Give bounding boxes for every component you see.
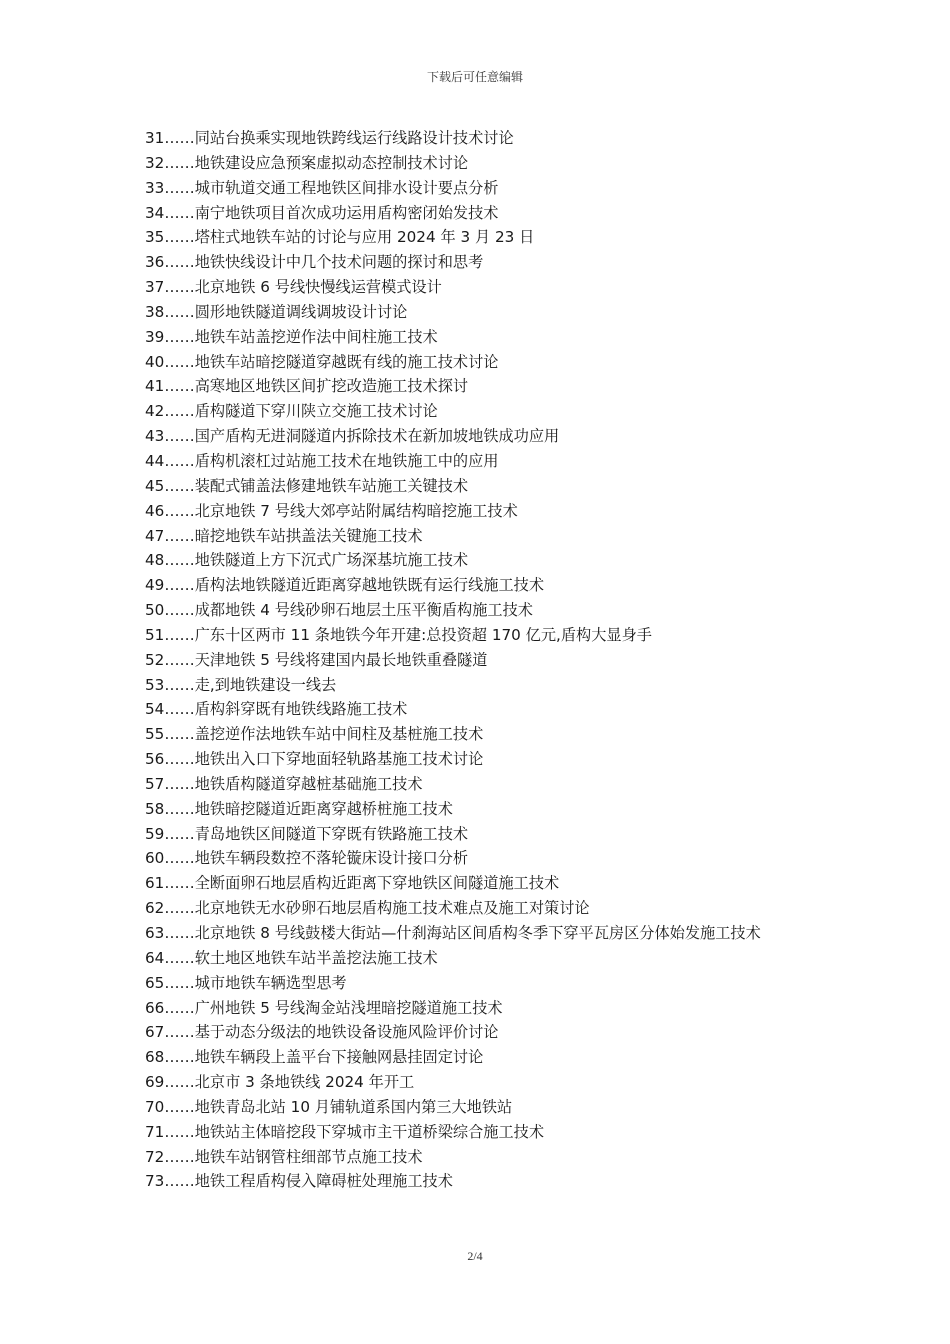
toc-item: 51……广东十区两市 11 条地铁今年开建:总投资超 170 亿元,盾构大显身手 (145, 625, 652, 644)
toc-item: 68……地铁车辆段上盖平台下接触网悬挂固定讨论 (145, 1048, 484, 1067)
toc-item: 53……走,到地铁建设一线去 (145, 675, 337, 694)
toc-item: 34……南宁地铁项目首次成功运用盾构密闭始发技术 (145, 203, 499, 222)
toc-item: 60……地铁车辆段数控不落轮镟床设计接口分析 (145, 849, 469, 868)
toc-item: 44……盾构机滚杠过站施工技术在地铁施工中的应用 (145, 451, 499, 470)
toc-item: 67……基于动态分级法的地铁设备设施风险评价讨论 (145, 1023, 499, 1042)
toc-item: 52……天津地铁 5 号线将建国内最长地铁重叠隧道 (145, 650, 488, 669)
toc-item: 69……北京市 3 条地铁线 2024 年开工 (145, 1073, 415, 1092)
toc-item: 35……塔柱式地铁车站的讨论与应用 2024 年 3 月 23 日 (145, 228, 535, 247)
page-header: 下载后可任意编辑 (426, 70, 523, 84)
toc-item: 32……地铁建设应急预案虚拟动态控制技术讨论 (145, 153, 469, 172)
toc-item: 61……全断面卵石地层盾构近距离下穿地铁区间隧道施工技术 (145, 874, 560, 893)
toc-item: 43……国产盾构无进洞隧道内拆除技术在新加坡地铁成功应用 (145, 427, 560, 446)
toc-item: 63……北京地铁 8 号线鼓楼大街站—什刹海站区间盾构冬季下穿平瓦房区分体始发施工技术 (145, 924, 761, 942)
toc-item: 42……盾构隧道下穿川陕立交施工技术讨论 (145, 402, 438, 421)
toc-item: 64……软土地区地铁车站半盖挖法施工技术 (145, 948, 438, 967)
toc-item: 47……暗挖地铁车站拱盖法关键施工技术 (145, 526, 423, 545)
toc-item: 48……地铁隧道上方下沉式广场深基坑施工技术 (145, 551, 469, 570)
toc-item: 40……地铁车站暗挖隧道穿越既有线的施工技术讨论 (145, 352, 499, 371)
toc-item: 46……北京地铁 7 号线大郊亭站附属结构暗挖施工技术 (145, 501, 518, 520)
toc-list (145, 126, 810, 1194)
toc-item: 49……盾构法地铁隧道近距离穿越地铁既有运行线施工技术 (145, 576, 545, 595)
toc-item: 38……圆形地铁隧道调线调坡设计讨论 (145, 302, 408, 321)
toc-item: 62……北京地铁无水砂卵石地层盾构施工技术难点及施工对策讨论 (145, 899, 590, 918)
toc-item: 72……地铁车站钢管柱细部节点施工技术 (145, 1147, 423, 1166)
toc-item: 66……广州地铁 5 号线淘金站浅埋暗挖隧道施工技术 (145, 998, 503, 1017)
toc-item: 31……同站台换乘实现地铁跨线运行线路设计技术讨论 (145, 129, 514, 147)
page-number: 2/4 (467, 1249, 483, 1263)
toc-item: 50……成都地铁 4 号线砂卵石地层土压平衡盾构施工技术 (145, 601, 533, 620)
toc-item: 70……地铁青岛北站 10 月铺轨道系国内第三大地铁站 (145, 1097, 513, 1116)
toc-item: 39……地铁车站盖挖逆作法中间柱施工技术 (145, 327, 438, 346)
toc-item: 55……盖挖逆作法地铁车站中间柱及基桩施工技术 (145, 725, 484, 744)
toc-item: 58……地铁暗挖隧道近距离穿越桥桩施工技术 (145, 799, 453, 818)
toc-item: 56……地铁出入口下穿地面轻轨路基施工技术讨论 (145, 750, 484, 769)
toc-item: 71……地铁站主体暗挖段下穿城市主干道桥梁综合施工技术 (145, 1122, 545, 1141)
toc-item: 41……高寒地区地铁区间扩挖改造施工技术探讨 (145, 377, 469, 396)
toc-item: 33……城市轨道交通工程地铁区间排水设计要点分析 (145, 178, 499, 197)
toc-item: 36……地铁快线设计中几个技术问题的探讨和思考 (145, 253, 484, 272)
toc-item: 54……盾构斜穿既有地铁线路施工技术 (145, 700, 408, 719)
toc-item: 37……北京地铁 6 号线快慢线运营模式设计 (145, 278, 442, 297)
toc-item: 65……城市地铁车辆选型思考 (145, 973, 347, 992)
toc-item: 59……青岛地铁区间隧道下穿既有铁路施工技术 (145, 824, 469, 843)
toc-item: 57……地铁盾构隧道穿越桩基础施工技术 (145, 774, 423, 793)
toc-item: 73……地铁工程盾构侵入障碍桩处理施工技术 (145, 1172, 453, 1191)
toc-item: 45……装配式铺盖法修建地铁车站施工关键技术 (145, 476, 469, 495)
